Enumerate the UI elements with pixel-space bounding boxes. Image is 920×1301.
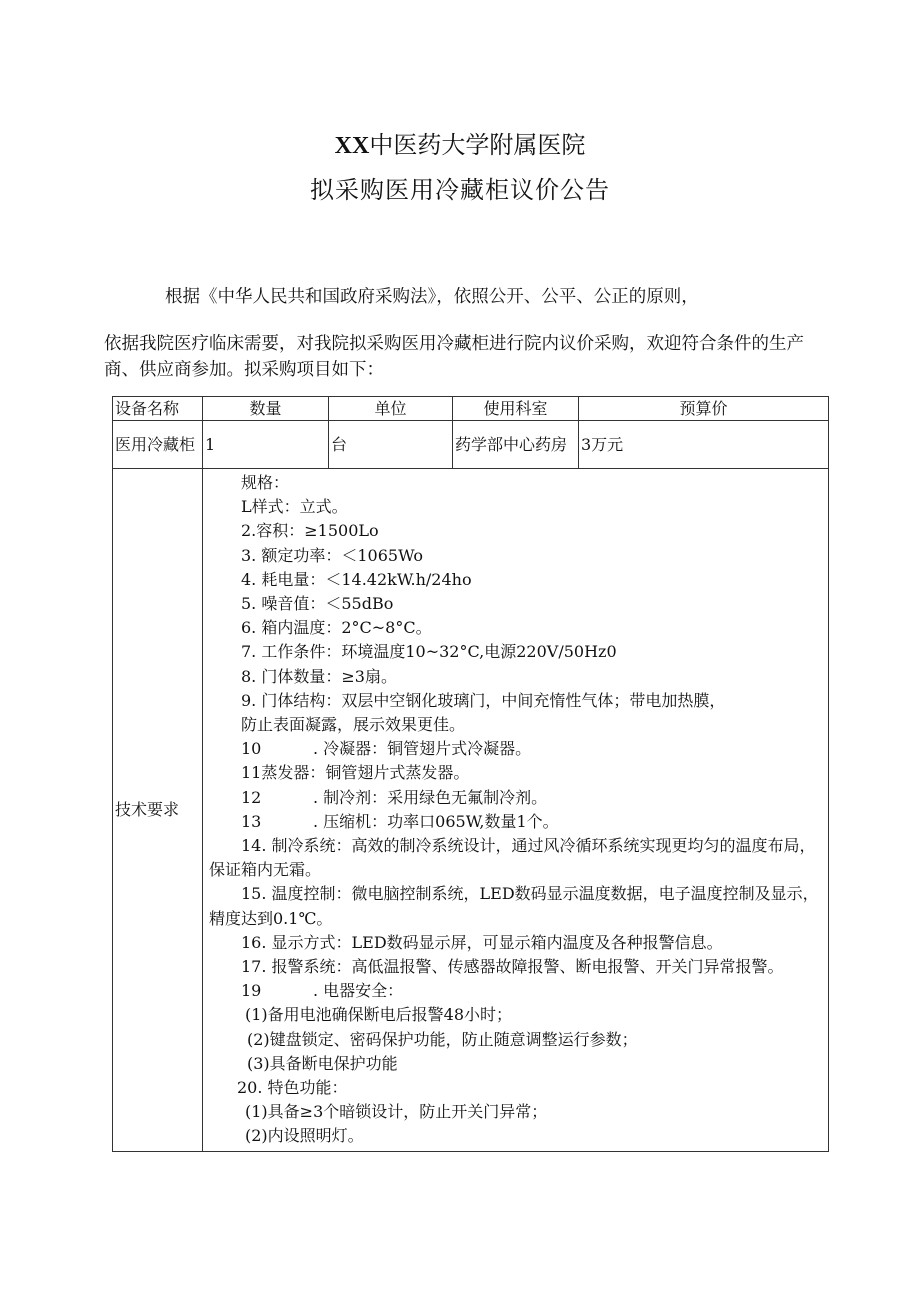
tech-requirements-content: [203, 469, 829, 1152]
spec-line-12-number: 12: [241, 787, 262, 807]
header-department: 使用科室: [453, 397, 579, 421]
hospital-title: [0, 127, 920, 164]
cell-budget: 3万元: [579, 421, 829, 469]
spec-line-20: 20. 特色功能：: [237, 1078, 348, 1098]
spec-line-10-number: 10: [241, 739, 262, 759]
spec-line-15: 15. 温度控制：微电脑控制系统，LED数码显示温度数据，电子温度控制及显示，精度达到0.1℃。: [209, 884, 819, 928]
spec-line-13: [209, 810, 828, 834]
spec-line-13-text: . 压缩机：功率口065W,数量1个。: [313, 811, 559, 831]
spec-line-7: 7. 工作条件：环境温度10~32°C,电源220V/50Hz0: [241, 642, 617, 662]
intro-paragraph-2: 依据我院医疗临床需要，对我院拟采购医用冷藏柜进行院内议价采购，欢迎符合条件的生产商、供应商参加。拟采购项目如下：: [104, 334, 804, 380]
header-device-name: 设备名称: [113, 397, 203, 421]
spec-line-3: 3. 额定功率：＜1065Wo: [241, 545, 424, 565]
spec-line-10: [209, 737, 828, 761]
tech-requirements-label: 技术要求: [113, 469, 203, 1152]
spec-line-2: 2.容积：≥1500Lo: [241, 521, 379, 541]
spec-line-19-text: . 电器安全：: [313, 981, 404, 1001]
spec-line-20a: (1)具备≥3个暗锁设计，防止开关门异常；: [245, 1102, 548, 1122]
spec-line-9b: 防止表面凝露，展示效果更佳。: [241, 715, 466, 735]
announcement-title: 拟采购医用冷藏柜议价公告: [310, 176, 610, 204]
header-budget: 预算价: [579, 397, 829, 421]
cell-device-name: 医用冷藏柜: [113, 421, 203, 469]
cell-quantity: 1: [203, 421, 329, 469]
spec-line-4: 4. 耗电量：＜14.42kW.h/24ho: [241, 569, 472, 589]
spec-line-10-text: . 冷凝器：铜管翅片式冷凝器。: [313, 739, 532, 759]
spec-line-13-number: 13: [241, 811, 262, 831]
spec-heading: 规格：: [241, 473, 290, 492]
spec-line-11: 11蒸发器：铜管翅片式蒸发器。: [241, 763, 470, 783]
spec-line-19a: (1)备用电池确保断电后报警48小时；: [245, 1005, 513, 1025]
spec-line-8: 8. 门体数量：≥3扇。: [241, 666, 397, 686]
spec-line-9a: 9. 门体结构：双层中空钢化玻璃门，中间充惰性气体；带电加热膜，: [241, 690, 726, 710]
spec-line-6: 6. 箱内温度：2°C~8°C。: [241, 618, 432, 638]
intro-paragraph-1: 根据《中华人民共和国政府采购法》，依照公开、公平、公正的原则，: [165, 287, 699, 307]
spec-line-16: 16. 显示方式：LED数码显示屏，可显示箱内温度及各种报警信息。: [241, 932, 723, 952]
spec-line-19b: (2)键盘锁定、密码保护功能，防止随意调整运行参数；: [247, 1029, 638, 1049]
spec-line-12-text: . 制冷剂：采用绿色无氟制冷剂。: [313, 787, 548, 807]
header-unit: 单位: [329, 397, 453, 421]
table-header-row: [113, 397, 829, 421]
cell-department: 药学部中心药房: [453, 421, 579, 469]
hospital-title-xx: XX: [334, 133, 370, 159]
spec-line-14: 14. 制冷系统：高效的制冷系统设计，通过风冷循环系统实现更均匀的温度布局，保证箱内无霜。: [209, 836, 816, 880]
tech-requirements-row: [113, 469, 829, 1152]
procurement-table: [112, 396, 829, 1152]
spec-line-12: [209, 786, 828, 810]
spec-line-19c: (3)具备断电保护功能: [247, 1053, 398, 1073]
cell-unit: 台: [329, 421, 453, 469]
spec-line-5: 5. 噪音值：＜55dBo: [241, 594, 394, 614]
spec-line-20b: (2)内设照明灯。: [245, 1126, 364, 1146]
header-quantity: 数量: [203, 397, 329, 421]
spec-line-1: L样式：立式。: [241, 497, 348, 517]
spec-line-19: [209, 979, 828, 1003]
table-row: [113, 421, 829, 469]
spec-line-17: 17. 报警系统：高低温报警、传感器故障报警、断电报警、开关门异常报警。: [241, 957, 784, 977]
hospital-title-name: 中医药大学附属医院: [369, 131, 586, 159]
spec-line-19-number: 19: [241, 981, 262, 1001]
